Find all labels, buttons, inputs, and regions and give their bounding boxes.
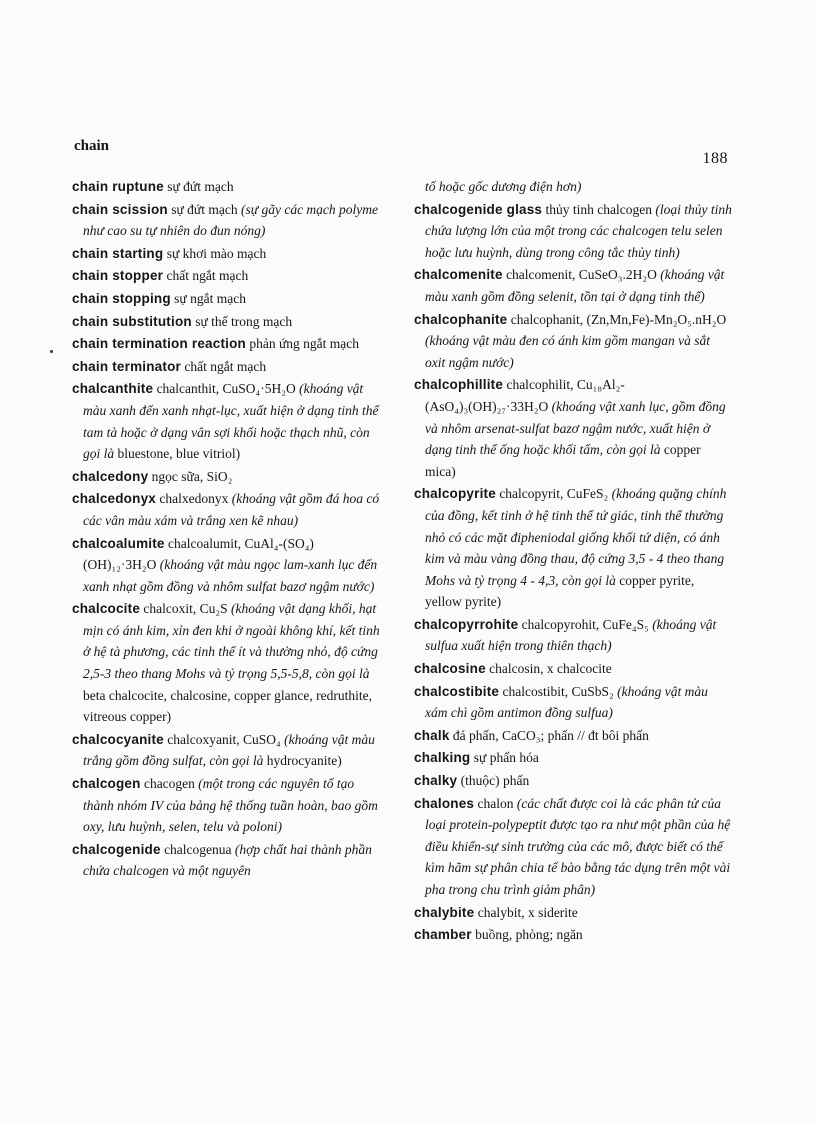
definition-tail: copper mica) [425, 442, 701, 479]
headword: chain ruptune [72, 179, 164, 194]
definition: sự phấn hóa [473, 750, 539, 766]
dictionary-entry-continuation [414, 176, 732, 198]
dictionary-entry [72, 199, 386, 242]
headword: chalcanthite [72, 381, 154, 397]
definition-note: (sự gãy các mạch polyme như cao su tự nhiên do đun nóng) [83, 201, 379, 239]
definition: chalcomenit, CuSeO₃.2H₂O [506, 267, 657, 283]
dictionary-entry [72, 378, 386, 464]
definition-tail: hydrocyanite) [266, 753, 342, 769]
definition-note: (khoáng vật màu xanh gồm đồng selenit, tồn tại ở dạng tinh thể) [425, 267, 725, 304]
headword: chalcedonyx [72, 491, 156, 507]
definition: (thuộc) phấn [460, 773, 530, 789]
definition: chalcogenua [164, 841, 232, 857]
definition: sự đứt mạch [171, 201, 238, 217]
dictionary-entry [414, 770, 732, 792]
definition-note: (khoáng vật màu xanh đến xanh nhạt-lục, xuất hiện ở dạng tinh thể tam tà hoặc ở dạng vân sợi khối hoặc thạch nhũ, còn gọi là [83, 381, 379, 462]
dictionary-entry [72, 265, 386, 287]
headword: chalcomenite [414, 267, 503, 283]
guide-word: chain [74, 138, 110, 154]
definition-note: (khoáng vật sulfua xuất hiện trong thiên thạch) [425, 616, 717, 654]
definition-note: (khoáng vật gồm đá hoa có các vân màu xám và trắng xen kẽ nhau) [83, 491, 380, 528]
headword: chain stopping [72, 290, 171, 306]
definition: chalcoxit, Cu₂S [143, 601, 228, 617]
definition-note: (khoáng vật màu trắng gồm đồng sulfat, còn gọi là [83, 731, 375, 769]
dictionary-entry [414, 793, 732, 901]
dictionary-entry [72, 466, 386, 488]
dictionary-entry [414, 374, 732, 482]
definition: buồng, phòng; ngăn [475, 927, 583, 943]
dictionary-entry [414, 309, 732, 374]
definition: sự khơi mào mạch [166, 245, 267, 261]
dictionary-entry [72, 533, 386, 598]
headword: chain termination reaction [72, 336, 246, 352]
headword: chain scission [72, 201, 168, 217]
headword: chalones [414, 795, 475, 811]
definition-note: tố hoặc gốc dương điện hơn) [425, 179, 582, 194]
headword: chalcedony [72, 468, 149, 484]
headword: chalcogenide glass [414, 201, 543, 217]
definition: chất ngắt mạch [166, 268, 249, 284]
definition-note: (loại thủy tinh chứa lượng lớn của một trong các chalcogen telu selen hoặc lưu huỳnh, dùng trong công tắc thủy tinh) [425, 201, 732, 260]
dictionary-entry [72, 729, 386, 772]
definition-note: (khoáng vật màu ngọc lam-xanh lục đến xanh nhạt gồm đồng và nhôm sulfat bazơ ngậm nước) [83, 557, 378, 594]
headword: chalcosine [414, 661, 486, 677]
headword: chalybite [414, 904, 475, 920]
definition-tail: beta chalcocite, chalcosine, copper glance, redruthite, vitreous copper) [83, 687, 372, 725]
definition: chalcoalumit, CuAl₄-(SO₄)(OH)₁₂·3H₂O [83, 535, 314, 573]
headword: chalcophanite [414, 311, 508, 327]
dictionary-entry [414, 483, 732, 613]
dictionary-entry [414, 924, 732, 946]
headword: chalcopyrite [414, 486, 496, 502]
definition: chalcopyrohit, CuFe₄S₅ [521, 616, 649, 632]
dictionary-entry [414, 681, 732, 724]
dictionary-entry [72, 773, 386, 838]
dictionary-entry [72, 839, 386, 882]
definition: chalcopyrit, CuFeS₂ [499, 486, 609, 502]
definition-tail: bluestone, blue vitriol) [117, 446, 241, 462]
dictionary-entry [414, 725, 732, 747]
definition: sự đứt mạch [167, 179, 234, 194]
dictionary-entry [72, 243, 386, 265]
definition: chalybit, x siderite [477, 904, 578, 920]
dictionary-entry [414, 264, 732, 307]
definition: chalcophilit, Cu₁₈Al₂-(AsO₄)₃(OH)₂₇·33H₂O [425, 377, 625, 414]
headword: chalcogen [72, 776, 141, 792]
headword: chalcogenide [72, 841, 161, 857]
definition: chalon [477, 795, 514, 811]
dictionary-entry [72, 176, 386, 198]
dictionary-entry [414, 902, 732, 924]
dictionary-entry [72, 288, 386, 310]
definition: chalcanthit, CuSO₄·5H₂O [156, 381, 296, 397]
headword: chamber [414, 927, 472, 943]
dictionary-entry [72, 598, 386, 728]
definition: chalcosin, x chalcocite [489, 661, 612, 677]
definition: phản ứng ngắt mạch [249, 336, 360, 352]
page-number: 188 [702, 150, 728, 167]
dictionary-entry [72, 333, 386, 355]
headword: chalcophillite [414, 377, 504, 393]
definition: sự thế trong mạch [195, 313, 293, 329]
definition: thủy tinh chalcogen [545, 201, 653, 217]
dictionary-entry [72, 356, 386, 378]
headword: chalk [414, 727, 450, 743]
definition-note: (khoáng vật màu xám chì gồm antimon đồng sulfua) [425, 683, 708, 721]
definition: chalcoxyanit, CuSO₄ [167, 731, 281, 747]
headword: chalcoalumite [72, 535, 165, 551]
headword: chain stopper [72, 268, 164, 284]
definition: chất ngắt mạch [184, 358, 267, 374]
dictionary-entry [72, 488, 386, 531]
dictionary-entry [414, 747, 732, 769]
dictionary-entry [414, 614, 732, 657]
definition-note: (khoáng vật màu đen có ánh kim gồm mangan và sắt oxit ngậm nước) [425, 333, 710, 370]
right-column [414, 176, 732, 947]
definition: ngọc sữa, SiO₂ [151, 468, 233, 484]
definition: chacogen [143, 776, 195, 792]
headword: chalking [414, 750, 471, 766]
headword: chalcocyanite [72, 731, 164, 747]
definition: chalcostibit, CuSbS₂ [502, 683, 614, 699]
definition: sự ngắt mạch [174, 290, 246, 306]
definition-note: (khoáng vật xanh lục, gồm đồng và nhôm arsenat-sulfat bazơ ngậm nước, xuất hiện ở dạng tinh thể ống hoặc khối tấm, còn gọi là [425, 398, 726, 458]
definition: chalxedonyx [159, 491, 229, 507]
definition-note: (các chất được coi là các phân tử của loại protein-polypeptit được tạo ra như một phần của hệ điều khiển-sự sinh trưởng của các mô, được biết có thể kìm hãm sự phân chia tế bào bằng tác dụng trên một vài pha trong chu trình giảm phân) [425, 795, 731, 897]
headword: chalcopyrrohite [414, 616, 519, 632]
dictionary-entry [414, 658, 732, 680]
definition-note: (khoáng quặng chính của đồng, kết tinh ở hệ tinh thể tứ giác, tinh thể thường nhỏ có các mặt đipheniodal giống khối tứ diện, có ánh kim và màu vàng đồng thau, độ cứng 3,5 - 4 theo thang Mohs và tỷ trọng 4 - 4,3, còn gọi là [425, 486, 727, 588]
definition-note: (hợp chất hai thành phần chứa chalcogen và một nguyên [83, 841, 372, 879]
margin-speck [50, 350, 53, 353]
headword: chalcocite [72, 601, 141, 617]
headword: chalky [414, 773, 458, 789]
definition: chalcophanit, (Zn,Mn,Fe)-Mn₂O₅.nH₂O [510, 311, 727, 327]
definition-tail: copper pyrite, yellow pyrite) [425, 572, 695, 610]
headword: chalcostibite [414, 683, 500, 699]
headword: chain substitution [72, 313, 192, 329]
definition: đá phấn, CaCO₃; phấn // đt bôi phấn [452, 727, 649, 743]
headword: chain starting [72, 245, 164, 261]
dictionary-entry [72, 311, 386, 333]
left-column [72, 176, 386, 883]
definition-note: (khoáng vật dạng khối, hạt mịn có ánh kim, xỉn đen khi ở ngoài không khí, kết tinh ở hệ tà phương, các tinh thể ít và thường nhỏ, độ cứng 2,5-3 theo thang Mohs và tỷ trọng 5,5-5,8, còn gọi là [83, 601, 380, 682]
headword: chain terminator [72, 358, 181, 374]
definition-note: (một trong các nguyên tố tạo thành nhóm IV của bảng hệ thống tuần hoàn, bao gồm oxy, lưu huỳnh, selen, telu và poloni) [83, 776, 378, 835]
dictionary-entry [414, 199, 732, 264]
